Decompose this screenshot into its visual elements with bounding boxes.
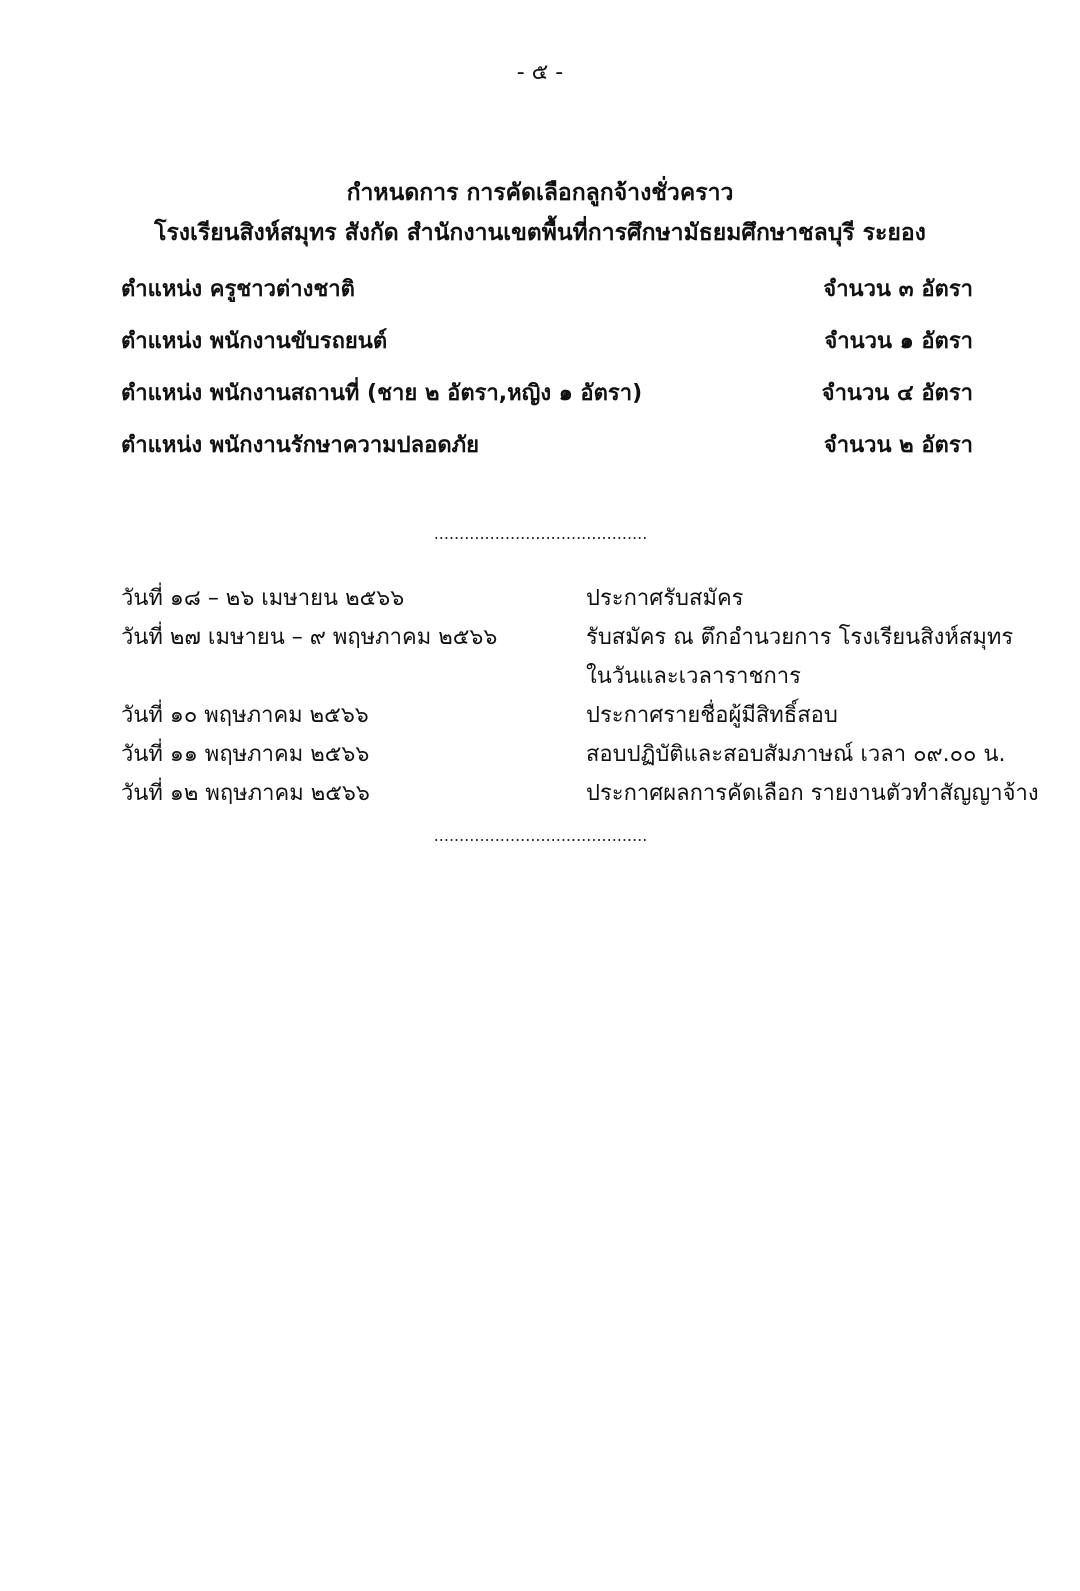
schedule-description: ประกาศรายชื่อผู้มีสิทธิ์สอบ bbox=[586, 703, 838, 728]
schedule-date: วันที่ ๑๑ พฤษภาคม ๒๕๖๖ bbox=[121, 742, 370, 767]
schedule-description: ในวันและเวลาราชการ bbox=[586, 664, 801, 689]
position-row bbox=[121, 418, 973, 470]
schedule-row bbox=[121, 735, 1051, 774]
schedule-row bbox=[121, 774, 1051, 813]
position-row bbox=[121, 314, 973, 366]
page-number: - ๕ - bbox=[516, 60, 564, 85]
position-count: จำนวน ๓ อัตรา bbox=[823, 276, 973, 302]
schedule-description: ประกาศรับสมัคร bbox=[586, 586, 744, 611]
schedule-date: วันที่ ๑๘ – ๒๖ เมษายน ๒๕๖๖ bbox=[121, 586, 405, 611]
schedule-description: ประกาศผลการคัดเลือก รายงานตัวทำสัญญาจ้าง bbox=[586, 781, 1039, 806]
position-label: ตำแหน่ง พนักงานรักษาความปลอดภัย bbox=[121, 432, 480, 458]
position-label: ตำแหน่ง พนักงานสถานที่ (ชาย ๒ อัตรา,หญิง ๑ อัตรา) bbox=[121, 380, 643, 406]
position-count: จำนวน ๑ อัตรา bbox=[824, 328, 973, 354]
schedule-description: รับสมัคร ณ ตึกอำนวยการ โรงเรียนสิงห์สมุทร bbox=[586, 625, 1014, 650]
schedule-date: วันที่ ๒๗ เมษายน – ๙ พฤษภาคม ๒๕๖๖ bbox=[121, 625, 498, 650]
position-label: ตำแหน่ง ครูชาวต่างชาติ bbox=[121, 276, 355, 302]
document-subtitle: โรงเรียนสิงห์สมุทร สังกัด สำนักงานเขตพื้นที่การศึกษามัธยมศึกษาชลบุรี ระยอง bbox=[154, 220, 926, 246]
schedule-date: วันที่ ๑๒ พฤษภาคม ๒๕๖๖ bbox=[121, 781, 370, 806]
position-label: ตำแหน่ง พนักงานขับรถยนต์ bbox=[121, 328, 388, 354]
position-row bbox=[121, 366, 973, 418]
schedule-row bbox=[121, 657, 1051, 696]
schedule-row bbox=[121, 618, 1051, 657]
position-count: จำนวน ๔ อัตรา bbox=[821, 380, 973, 406]
schedule-list bbox=[121, 579, 1051, 813]
schedule-row bbox=[121, 579, 1051, 618]
dotted-separator-top: .......................................... bbox=[433, 524, 648, 543]
schedule-description: สอบปฏิบัติและสอบสัมภาษณ์ เวลา ๐๙.๐๐ น. bbox=[586, 742, 1006, 767]
dotted-separator-bottom: .......................................... bbox=[433, 826, 648, 845]
schedule-date bbox=[121, 657, 586, 696]
positions-list bbox=[121, 262, 973, 470]
schedule-date: วันที่ ๑๐ พฤษภาคม ๒๕๖๖ bbox=[121, 703, 369, 728]
position-count: จำนวน ๒ อัตรา bbox=[823, 432, 973, 458]
document-title: กำหนดการ การคัดเลือกลูกจ้างชั่วคราว bbox=[346, 180, 734, 206]
schedule-row bbox=[121, 696, 1051, 735]
position-row bbox=[121, 262, 973, 314]
